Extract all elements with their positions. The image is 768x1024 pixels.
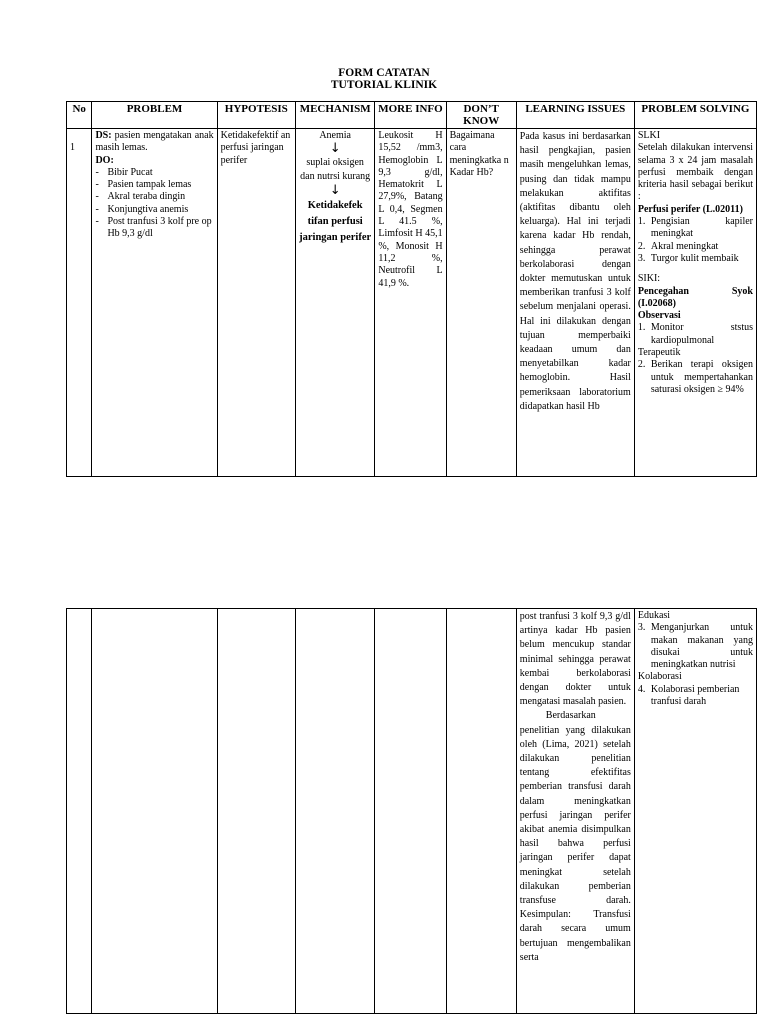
problem-ds: DS: pasien mengatakan anak masih lemas. <box>95 130 214 154</box>
outcome-title: Perfusi perifer (L.02011) <box>637 203 743 215</box>
table-header-row <box>67 102 757 129</box>
dont-know-cell-empty <box>446 609 516 1014</box>
learning-paragraph: Berdasarkan penelitian yang dilakukan oleh (Lima, 2021) setelah dilakukan penelitian tentang efektifitas pemberian transfusi darah dalam meningkatkan perfusi jaringan perifer akibat anemia disimpulkan hasil bahwa perfusi jaringan perifer dapat meningkat setelah dilakukan pemberian transfuse darah. Kesimpulan: Transfusi darah secara umum bertujuan mengembalikan serta <box>519 710 631 963</box>
table-row <box>67 129 757 477</box>
problem-cell-empty <box>92 609 217 1014</box>
down-arrow-icon: ↓ <box>329 141 341 157</box>
tutorial-table-page2 <box>66 608 757 1014</box>
dont-know-cell: Bagaimana cara meningkatka n Kadar Hb? <box>446 129 516 477</box>
slki-label: SLKI <box>637 130 661 141</box>
problem-solving-cell <box>634 129 756 477</box>
edukasi-label: Edukasi <box>637 610 671 621</box>
list-item: - Akral teraba dingin <box>95 191 213 203</box>
observasi-list <box>638 322 753 347</box>
list-item: - Konjungtiva anemis <box>95 204 213 216</box>
hypotesis-cell: Ketidakefektif an perfusi jaringan perifer <box>217 129 295 477</box>
row-number: 1 <box>67 129 92 477</box>
list-item: 1. Monitor ststus kardiopulmonal <box>637 322 753 346</box>
terapeutik-label: Terapeutik <box>637 347 681 359</box>
mechanism-result: Ketidakefek tifan perfusi jaringan perifer <box>299 200 372 244</box>
list-item: 4. Kolaborasi pemberian tranfusi darah <box>637 683 740 708</box>
header-mechanism: MECHANISM <box>295 102 374 129</box>
header-learning-issues: LEARNING ISSUES <box>516 102 634 129</box>
form-title <box>0 67 768 91</box>
down-arrow-icon: ↓ <box>329 183 341 199</box>
learning-paragraph: post tranfusi 3 kolf 9,3 g/dl artinya kadar Hb pasien belum mencukup standar minimal sehingga perawat kembai berkolaborasi dengan dokter untuk mengatasi masalah pasien. <box>519 611 631 708</box>
mechanism-step2: suplai oksigen dan nutrsi kurang <box>300 157 371 183</box>
header-problem: PROBLEM <box>92 102 217 129</box>
form-title-line1: FORM CATATAN <box>338 67 430 79</box>
list-item: - Pasien tampak lemas <box>95 179 213 191</box>
header-no: No <box>67 102 92 129</box>
list-item: 3. Menganjurkan untuk makan makanan yang disukai untuk meningkatkan nutrisi <box>637 622 753 671</box>
observasi-label: Observasi <box>637 310 681 322</box>
row-number-empty <box>67 609 92 1014</box>
hypotesis-cell-empty <box>217 609 295 1014</box>
learning-issues-cell: Pada kasus ini berdasarkan hasil pengkajian, pasien masih mengeluhkan lemas, pusing dan tidak mampu melakukan aktifitas (aktifitas dibantu oleh keluarga). Hal ini terjadi karena kadar Hb rendah, sehingga perawat berkolaborasi dengan dokter memutuskan untuk memberikan tranfusi 3 kolf sebelum menjalani operasi. Hal ini dilakukan dengan tujuan memperbaiki keadaan umum dan menyetabilkan kadar hemoglobin. Hasil pemeriksaan laboratorium didapatkan hasil Hb <box>516 129 634 477</box>
header-dont-know: DON’T KNOW <box>446 102 516 129</box>
list-item: - Bibir Pucat <box>95 167 213 179</box>
list-item: 1. Pengisian kapiler meningkat <box>637 216 753 240</box>
slki-text: Setelah dilakukan intervensi selama 3 x 24 jam masalah perfusi membaik dengan kriteria hasil sebagai berikut : <box>637 142 753 203</box>
problem-do-list <box>95 167 213 241</box>
mechanism-cell-empty <box>295 609 374 1014</box>
more-info-cell-empty <box>375 609 446 1014</box>
header-hypotesis: HYPOTESIS <box>217 102 295 129</box>
siki-label: SIKI: <box>637 273 661 285</box>
edukasi-list <box>638 622 753 671</box>
list-item: - Post tranfusi 3 kolf pre op Hb 9,3 g/dl <box>95 216 213 241</box>
kolaborasi-list <box>638 684 753 709</box>
terapeutik-list <box>638 359 753 396</box>
list-item: 2. Berikan terapi oksigen untuk mempertahankan saturasi oksigen ≥ 94% <box>637 359 753 395</box>
tutorial-table-page1 <box>66 101 757 477</box>
list-item: 2. Akral meningkat <box>637 240 719 252</box>
form-title-line2: TUTORIAL KLINIK <box>330 79 438 91</box>
list-item: 3. Turgor kulit membaik <box>637 252 739 264</box>
problem-do-label: DO: <box>95 154 114 166</box>
more-info-cell: Leukosit H 15,52 /mm3, Hemoglobin L 9,3 g/dl, Hematokrit L 27,9%, Batang L 0,4, Segmen L 41.5 %, Limfosit H 45,1 %, Monosit H 11,2 %, Neutrofil L 41,9 %. <box>375 129 446 477</box>
kolaborasi-label: Kolaborasi <box>637 671 682 683</box>
table-row <box>67 609 757 1014</box>
problem-cell <box>92 129 217 477</box>
header-problem-solving: PROBLEM SOLVING <box>634 102 756 129</box>
header-more-info: MORE INFO <box>375 102 446 129</box>
outcome-list <box>638 216 753 265</box>
problem-solving-cell-continued <box>634 609 756 1014</box>
mechanism-step1: Anemia <box>319 130 351 141</box>
intervention-title: Pencegahan Syok (I.02068) <box>637 285 753 309</box>
learning-issues-cell-continued <box>516 609 634 1014</box>
mechanism-cell <box>295 129 374 477</box>
